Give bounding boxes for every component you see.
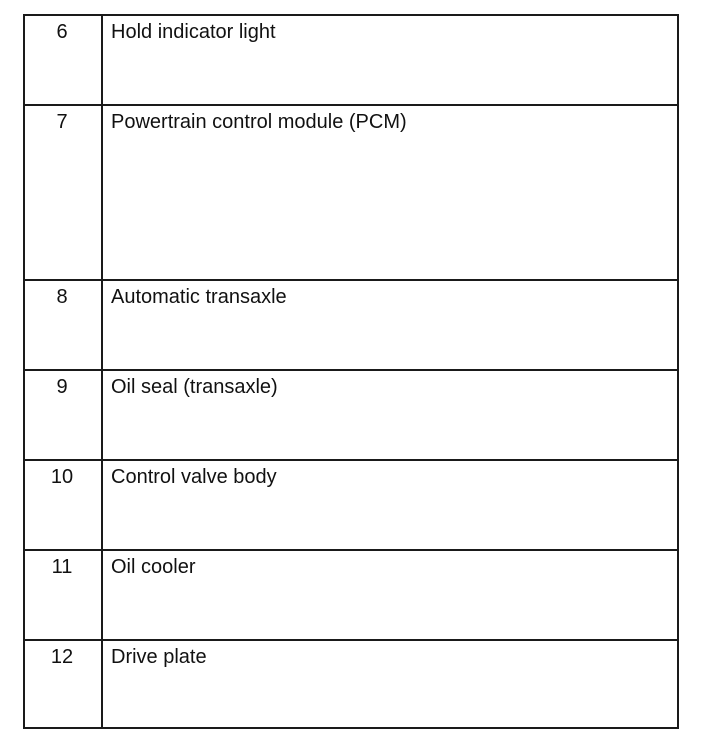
item-description: Oil cooler (102, 550, 678, 640)
parts-table (23, 14, 679, 729)
item-description: Hold indicator light (102, 15, 678, 105)
item-number: 11 (24, 550, 102, 640)
item-description: Drive plate (102, 640, 678, 728)
table-row (24, 370, 678, 460)
table-row (24, 280, 678, 370)
item-description: Control valve body (102, 460, 678, 550)
item-number: 12 (24, 640, 102, 728)
table-row (24, 640, 678, 728)
table-row (24, 105, 678, 280)
item-number: 6 (24, 15, 102, 105)
table-row (24, 460, 678, 550)
table-row (24, 550, 678, 640)
item-description: Powertrain control module (PCM) (102, 105, 678, 280)
item-description: Automatic transaxle (102, 280, 678, 370)
item-number: 10 (24, 460, 102, 550)
item-number: 9 (24, 370, 102, 460)
item-number: 7 (24, 105, 102, 280)
item-number: 8 (24, 280, 102, 370)
table-row (24, 15, 678, 105)
item-description: Oil seal (transaxle) (102, 370, 678, 460)
